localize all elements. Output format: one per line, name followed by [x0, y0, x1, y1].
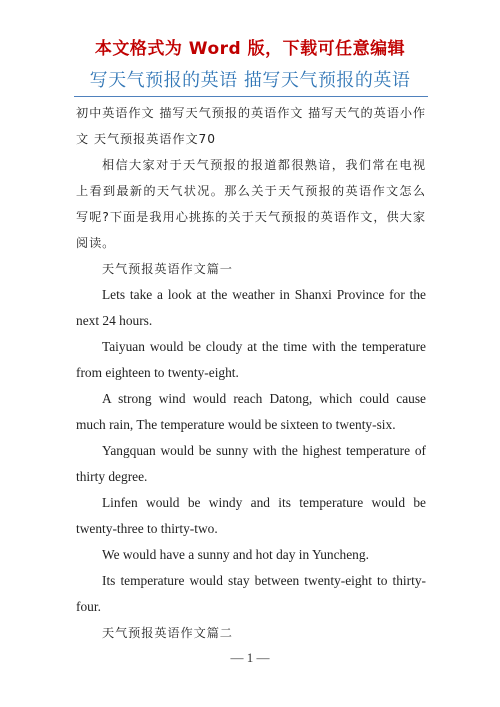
section-heading-2: 天气预报英语作文篇二 [102, 626, 233, 640]
essay-paragraph: Yangquan would be sunny with the highest temperature of thirty degree. [76, 443, 426, 484]
title-divider [74, 96, 428, 97]
section-heading-1: 天气预报英语作文篇一 [102, 262, 233, 276]
format-banner: 本文格式为 Word 版，下载可任意编辑 [94, 39, 406, 59]
page-number: — 1 — [230, 650, 270, 665]
essay-paragraph: Its temperature would stay between twenty-eight to thirty-four. [76, 573, 426, 614]
intro-paragraph: 相信大家对于天气预报的报道都很熟谙，我们常在电视上看到最新的天气状况。那么关于天气预报的英语作文怎么写呢?下面是我用心挑拣的关于天气预报的英语作文，供大家阅读。 [76, 158, 426, 250]
essay-paragraph: A strong wind would reach Datong, which could cause much rain, The temperature would be sixteen to twenty-six. [76, 391, 426, 432]
essay-paragraph: Linfen would be windy and its temperature would be twenty-three to thirty-two. [76, 495, 426, 536]
essay-paragraph: Taiyuan would be cloudy at the time with the temperature from eighteen to twenty-eight. [76, 339, 426, 380]
document-body [76, 100, 426, 646]
intro-tags: 初中英语作文 描写天气预报的英语作文 描写天气的英语小作文 天气预报英语作文70 [76, 106, 426, 146]
essay-paragraph: We would have a sunny and hot day in Yuncheng. [102, 547, 369, 562]
document-title: 写天气预报的英语 描写天气预报的英语 [89, 70, 411, 91]
essay-paragraph: Lets take a look at the weather in Shanxi Province for the next 24 hours. [76, 287, 426, 328]
